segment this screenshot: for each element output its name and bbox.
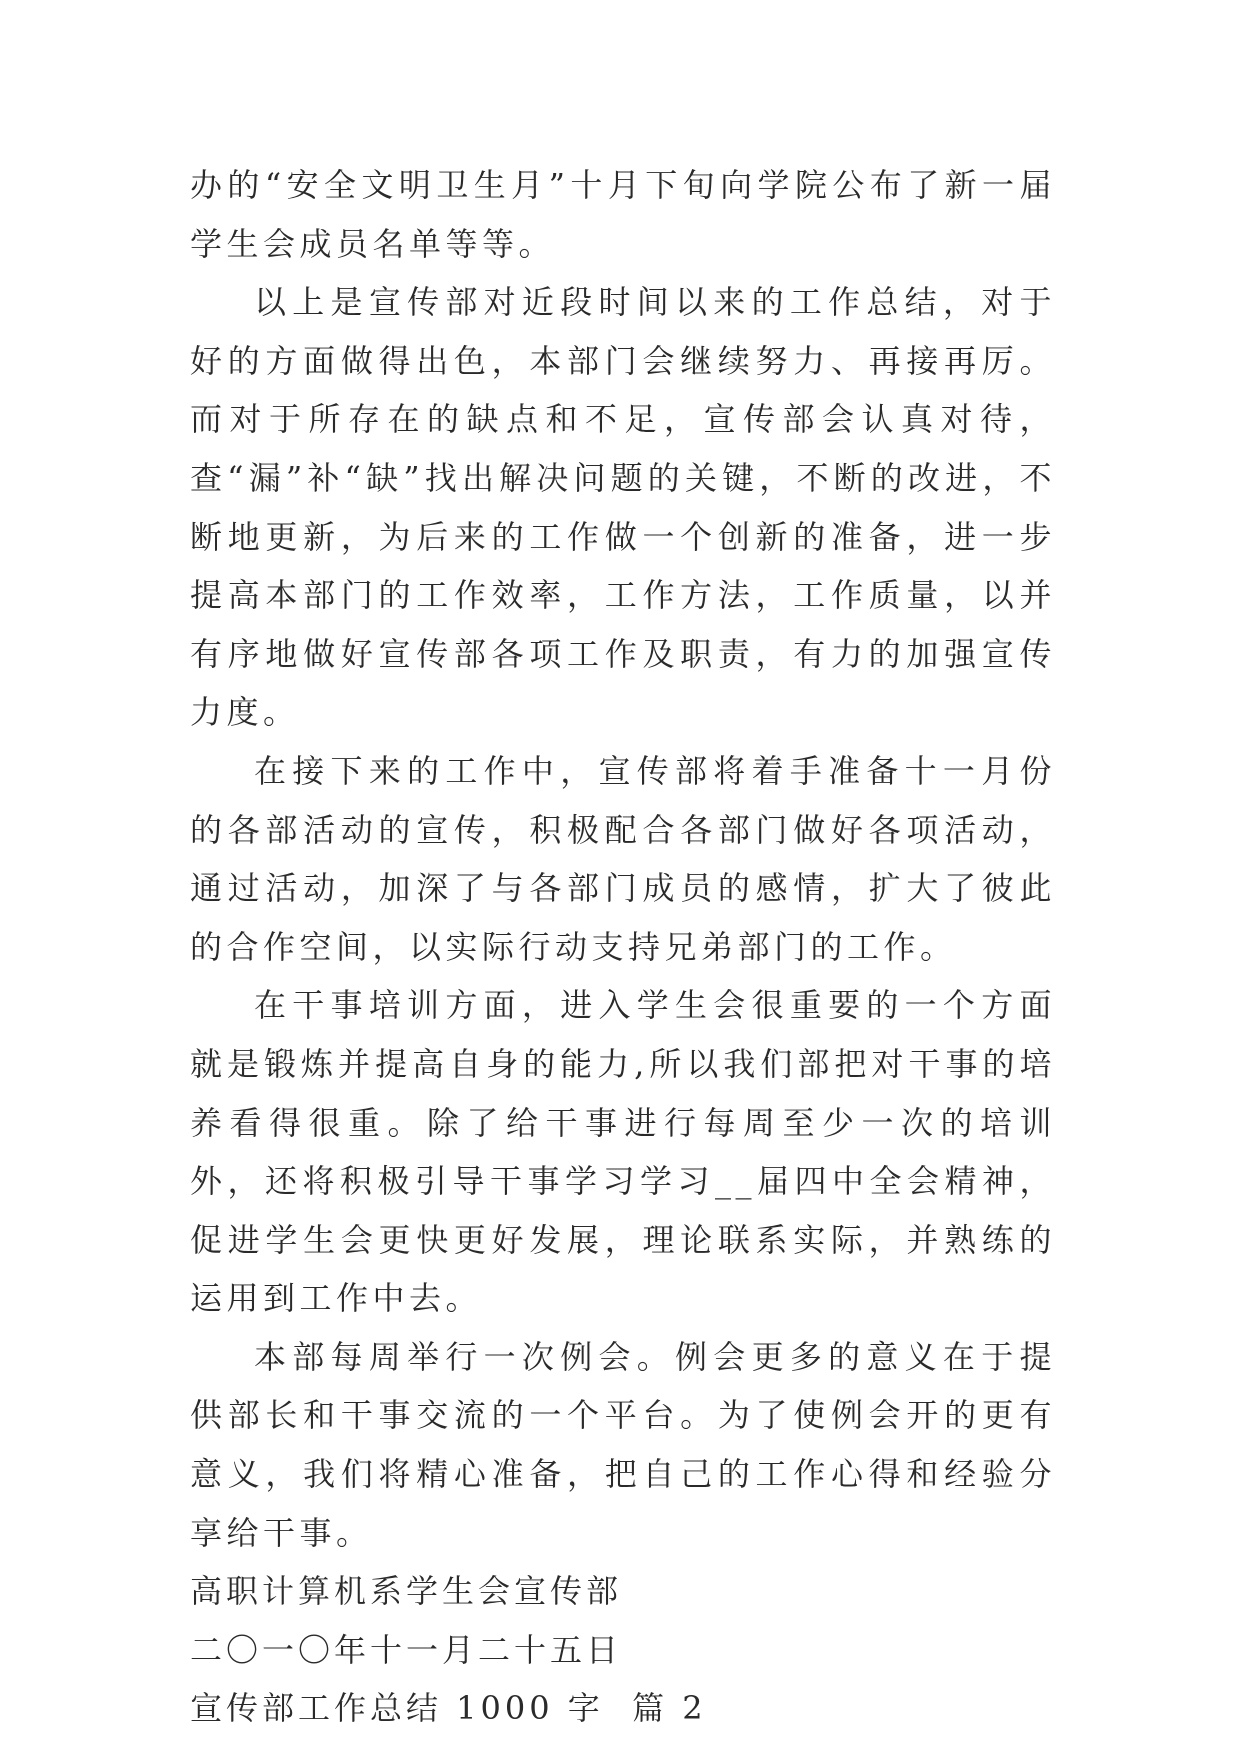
document-body [190, 156, 1056, 1738]
paragraph-weekly-meeting: 本部每周举行一次例会。例会更多的意义在于提供部长和干事交流的一个平台。为了使例会开的更有意义，我们将精心准备，把自己的工作心得和经验分享给干事。 [190, 1337, 1056, 1552]
signature-organization: 高职计算机系学生会宣传部 [190, 1572, 623, 1611]
paragraph-training: 在干事培训方面，进入学生会很重要的一个方面就是锻炼并提高自身的能力,所以我们部把对干事的培养看得很重。除了给干事进行每周至少一次的培训外，还将积极引导干事学习学习__届四中全会精神，促进学生会更快更好发展，理论联系实际，并熟练的运用到工作中去。 [190, 986, 1056, 1318]
paragraph-summary: 以上是宣传部对近段时间以来的工作总结，对于好的方面做得出色，本部门会继续努力、再接再厉。而对于所存在的缺点和不足，宣传部会认真对待，查“漏”补“缺”找出解决问题的关键，不断的改进，不断地更新，为后来的工作做一个创新的准备，进一步提高本部门的工作效率，工作方法，工作质量，以并有序地做好宣传部各项工作及职责，有力的加强宣传力度。 [190, 283, 1056, 732]
next-section-title: 宣传部工作总结 1000 字 篇 2 [190, 1689, 707, 1728]
paragraph-continuation: 办的“安全文明卫生月”十月下旬向学院公布了新一届学生会成员名单等等。 [190, 166, 1056, 263]
paragraph-next-work: 在接下来的工作中，宣传部将着手准备十一月份的各部活动的宣传，积极配合各部门做好各项活动，通过活动，加深了与各部门成员的感情，扩大了彼此的合作空间，以实际行动支持兄弟部门的工作。 [190, 751, 1056, 966]
signature-date: 二〇一〇年十一月二十五日 [190, 1630, 623, 1669]
